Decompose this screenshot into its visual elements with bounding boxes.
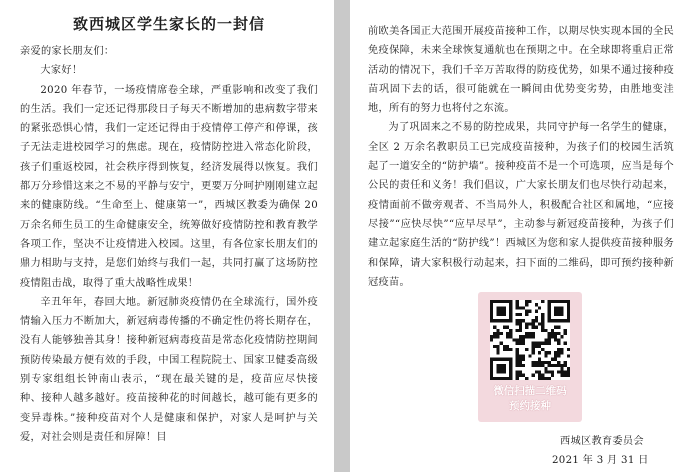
- paragraph-2: 辛丑年年，春回大地。新冠肺炎疫情仍在全球流行，国外疫情输入压力不断加大，新冠病毒传播的不确定性仍将长期存在，没有人能够独善其身！接种新冠病毒疫苗是常态化疫情防控期间预防传染最方便有效的手段，中国工程院院士、国家卫健委高级别专家组组长钟南山表示，“现在最关键的是，疫苗应尽快接种、接种人越多越好。疫苗接种花的时间越长，越可能有更多的变异毒株。”接种疫苗对个人是健康和保护，对家人是呵护与关爱，对社会则是责任和屏障！目: [20, 296, 318, 443]
- salutation: 亲爱的家长朋友们：: [20, 46, 115, 57]
- signature-date: 2021 年 3 月 31 日: [552, 455, 649, 466]
- qr-code-card[interactable]: [478, 292, 582, 422]
- qr-code-image[interactable]: [490, 300, 570, 380]
- paragraph-1: 2020 年春节，一场疫情席卷全球，严重影响和改变了我们的生活。我们一定还记得那段日子每天不断增加的患病数字带来的紧张恐惧心情，我们一定还记得由于疫情停工停产和停课，孩子无法走进校园学习的焦虑。现在，疫情防控进入常态化阶段，孩子们重返校园，社会秩序得到恢复，经济发展得以恢复。我们都万分珍惜这来之不易的平静与安宁，更要万分呵护刚刚建立起来的健康防线。“生命至上、健康第一”，西城区教委为确保 20 万余名师生员工的生命健康安全，统筹做好疫情防控和教育教学各项工作，坚决不让疫情进入校园。这里，有各位家长朋友们的鼎力相助与支持，是您们始终与我们一起，共同打赢了这场防控疫情阻击战，取得了重大战略性成果！: [20, 84, 318, 289]
- letter-page-left: [0, 0, 334, 472]
- paragraph-4: 为了巩固来之不易的防控成果，共同守护每一名学生的健康，全区 2 万余名教职员工已完成疫苗接种，为孩子们的校园生活筑起了一道安全的“防护墙”。接种疫苗不是一个可选项，应当是每个公民的责任和义务！我们倡议，广大家长朋友们也尽快行动起来，疫情面前不做旁观者、不当局外人，积极配合社区和属地，“应接尽接”“应快尽快”“应早尽早”，主动参与新冠疫苗接种，为孩子们建立起家庭生活的“防护线”！西城区为您和家人提供疫苗接种服务和保障，请大家积极行动起来，扫下面的二维码，即可预约接种新冠疫苗。: [368, 122, 674, 288]
- letter-title: 致西城区学生家长的一封信: [72, 15, 265, 33]
- qr-caption-line1: 微信扫描二维码: [493, 385, 567, 397]
- qr-caption: [478, 384, 582, 414]
- signer: 西城区教育委员会: [560, 436, 644, 447]
- paragraph-3: 前欧美各国正大范围开展疫苗接种工作，以期尽快实现本国的全民免疫保障，未来全球恢复通航也在预期之中。在全球即将重启正常活动的情况下，我们千辛万苦取得的防疫优势，如果不通过接种疫苗巩固下去的话，很可能就在一瞬间由优势变劣势，由胜地变洼地，所有的努力也将付之东流。: [368, 26, 674, 115]
- greeting: 大家好！: [40, 65, 83, 77]
- qr-caption-line2: 预约接种: [509, 400, 551, 412]
